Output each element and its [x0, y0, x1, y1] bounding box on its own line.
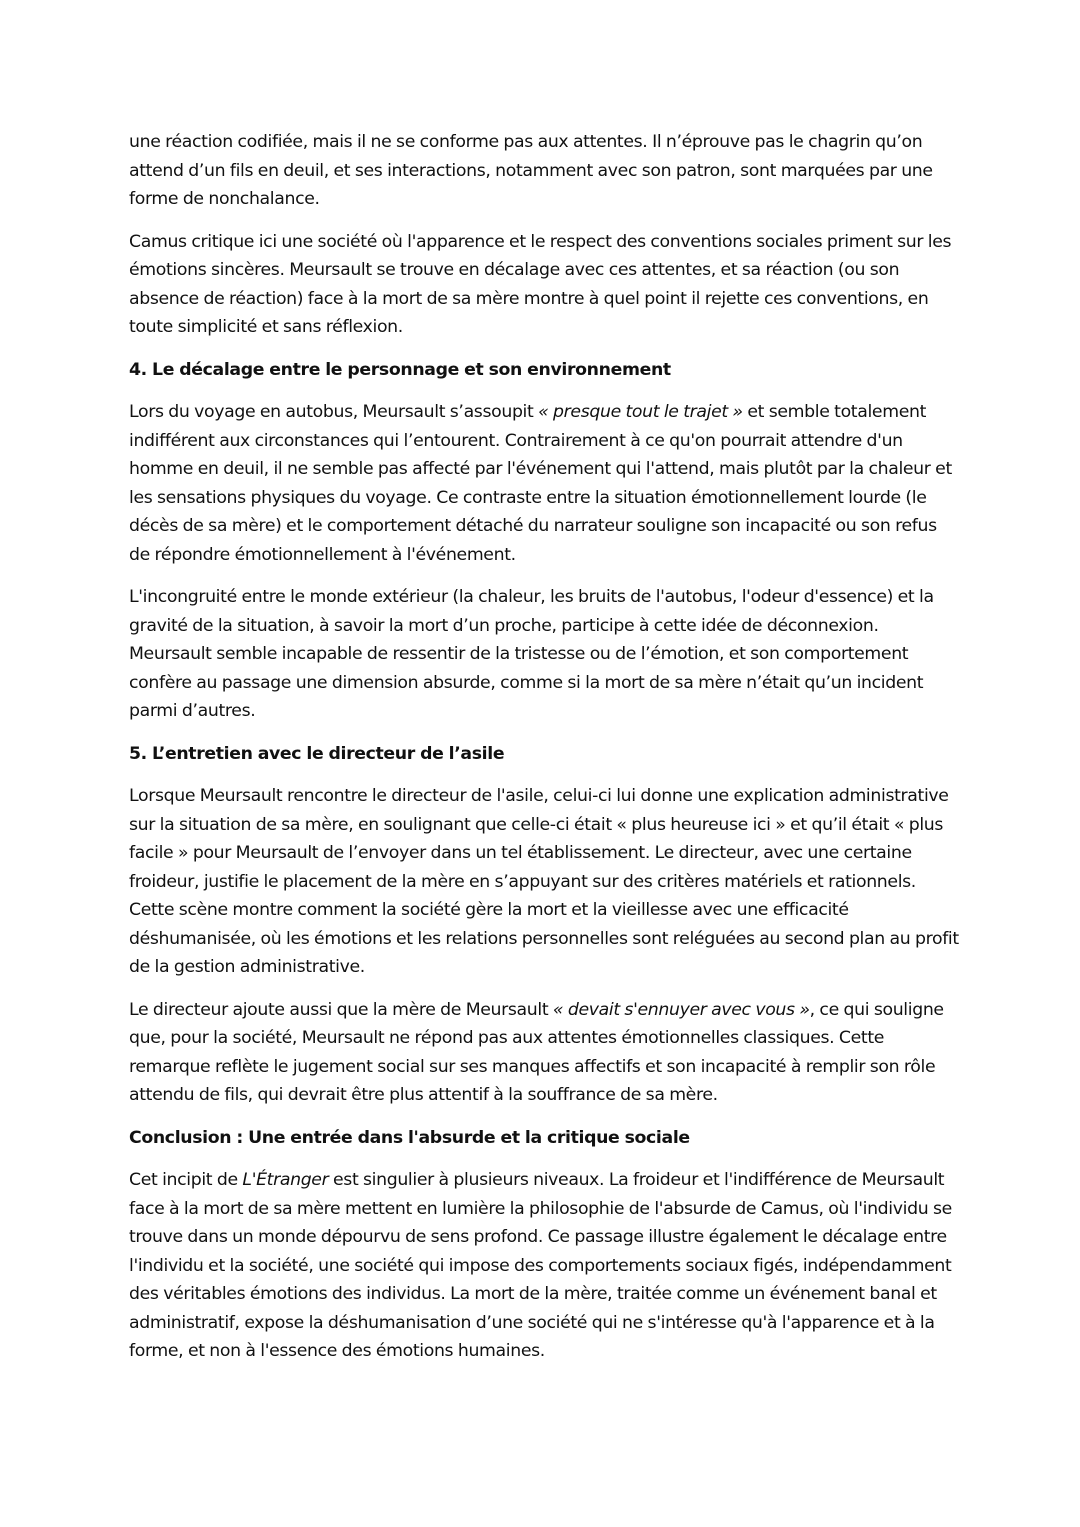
quote-italic: « devait s'ennuyer avec vous »: [552, 999, 810, 1020]
text-run: Lors du voyage en autobus, Meursault s’assoupit: [129, 402, 539, 422]
text-run: et semble totalement indifférent aux circonstances qui l’entourent. Contrairement à ce qu'on pourrait attendre d'un homme en deuil, il ne semble pas affecté par l'événement qui l'attend, mais plutôt par la chaleur et les sensations physiques du voyage. Ce contraste entre la situation émotionnellement lourde (le décès de sa mère) et le comportement détaché du narrateur souligne son incapacité ou son refus de répondre émotionnellement à l'événement.: [129, 402, 952, 565]
paragraph-bus-journey: [129, 398, 959, 569]
paragraph-director-remark: [129, 996, 959, 1110]
paragraph-director-meeting: [129, 782, 959, 982]
section-heading-4: 4. Le décalage entre le personnage et son environnement: [129, 359, 671, 380]
text-run: L'incongruité entre le monde extérieur (la chaleur, les bruits de l'autobus, l'odeur d'essence) et la gravité de la situation, à savoir la mort d’un proche, participe à cette idée de déconnexion. Meursault semble incapable de ressentir de la tristesse ou de l’émotion, et son comportement confère au passage une dimension absurde, comme si la mort de sa mère n’était qu’un incident parmi d’autres.: [129, 587, 934, 721]
paragraph-incongruity: [129, 583, 959, 726]
text-run: Cet incipit de: [129, 1170, 243, 1190]
quote-italic: « presque tout le trajet »: [538, 402, 743, 422]
document-page: [129, 128, 959, 1380]
text-run: , ce qui souligne que, pour la société, Meursault ne répond pas aux attentes émotionnelles classiques. Cette remarque reflète le jugement social sur ses manques affectifs et son incapacité à remplir son rôle attendu de fils, qui devrait être plus attentif à la souffrance de sa mère.: [129, 999, 944, 1105]
text-run: Camus critique ici une société où l'apparence et le respect des conventions sociales priment sur les émotions sincères. Meursault se trouve en décalage avec ces attentes, et sa réaction (ou son absence de réaction) face à la mort de sa mère montre à quel point il rejette ces conventions, en toute simplicité et sans réflexion.: [129, 231, 952, 337]
paragraph-society-critique: [129, 228, 959, 342]
paragraph-conclusion: [129, 1166, 959, 1366]
section-heading-5: 5. L’entretien avec le directeur de l’asile: [129, 743, 505, 764]
section-heading-conclusion: Conclusion : Une entrée dans l'absurde et la critique sociale: [129, 1127, 690, 1148]
text-run: Lorsque Meursault rencontre le directeur de l'asile, celui-ci lui donne une explication administrative sur la situation de sa mère, en soulignant que celle-ci était « plus heureuse ici » et qu’il était « plus facile » pour Meursault de l’envoyer dans un tel établissement. Le directeur, avec une certaine froideur, justifie le placement de la mère en s’appuyant sur des critères matériels et rationnels. Cette scène montre comment la société gère la mort et la vieillesse avec une efficacité déshumanisée, où les émotions et les relations personnelles sont reléguées au second plan au profit de la gestion administrative.: [129, 786, 959, 977]
paragraph-intro-continuation: [129, 128, 959, 214]
text-run: Le directeur ajoute aussi que la mère de Meursault: [129, 999, 553, 1020]
text-run: une réaction codifiée, mais il ne se conforme pas aux attentes. Il n’éprouve pas le chagrin qu’on attend d’un fils en deuil, et ses interactions, notamment avec son patron, sont marquées par une forme de nonchalance.: [129, 132, 933, 209]
text-run: est singulier à plusieurs niveaux. La froideur et l'indifférence de Meursault face à la mort de sa mère mettent en lumière la philosophie de l'absurde de Camus, où l'individu se trouve dans un monde dépourvu de sens profond. Ce passage illustre également le décalage entre l'individu et la société, une société qui impose des comportements sociaux figés, indépendamment des véritables émotions des individus. La mort de la mère, traitée comme un événement banal et administratif, expose la déshumanisation d’une société qui ne s'intéresse qu'à l'apparence et à la forme, et non à l'essence des émotions humaines.: [129, 1170, 952, 1361]
book-title-italic: L'Étranger: [242, 1170, 329, 1190]
